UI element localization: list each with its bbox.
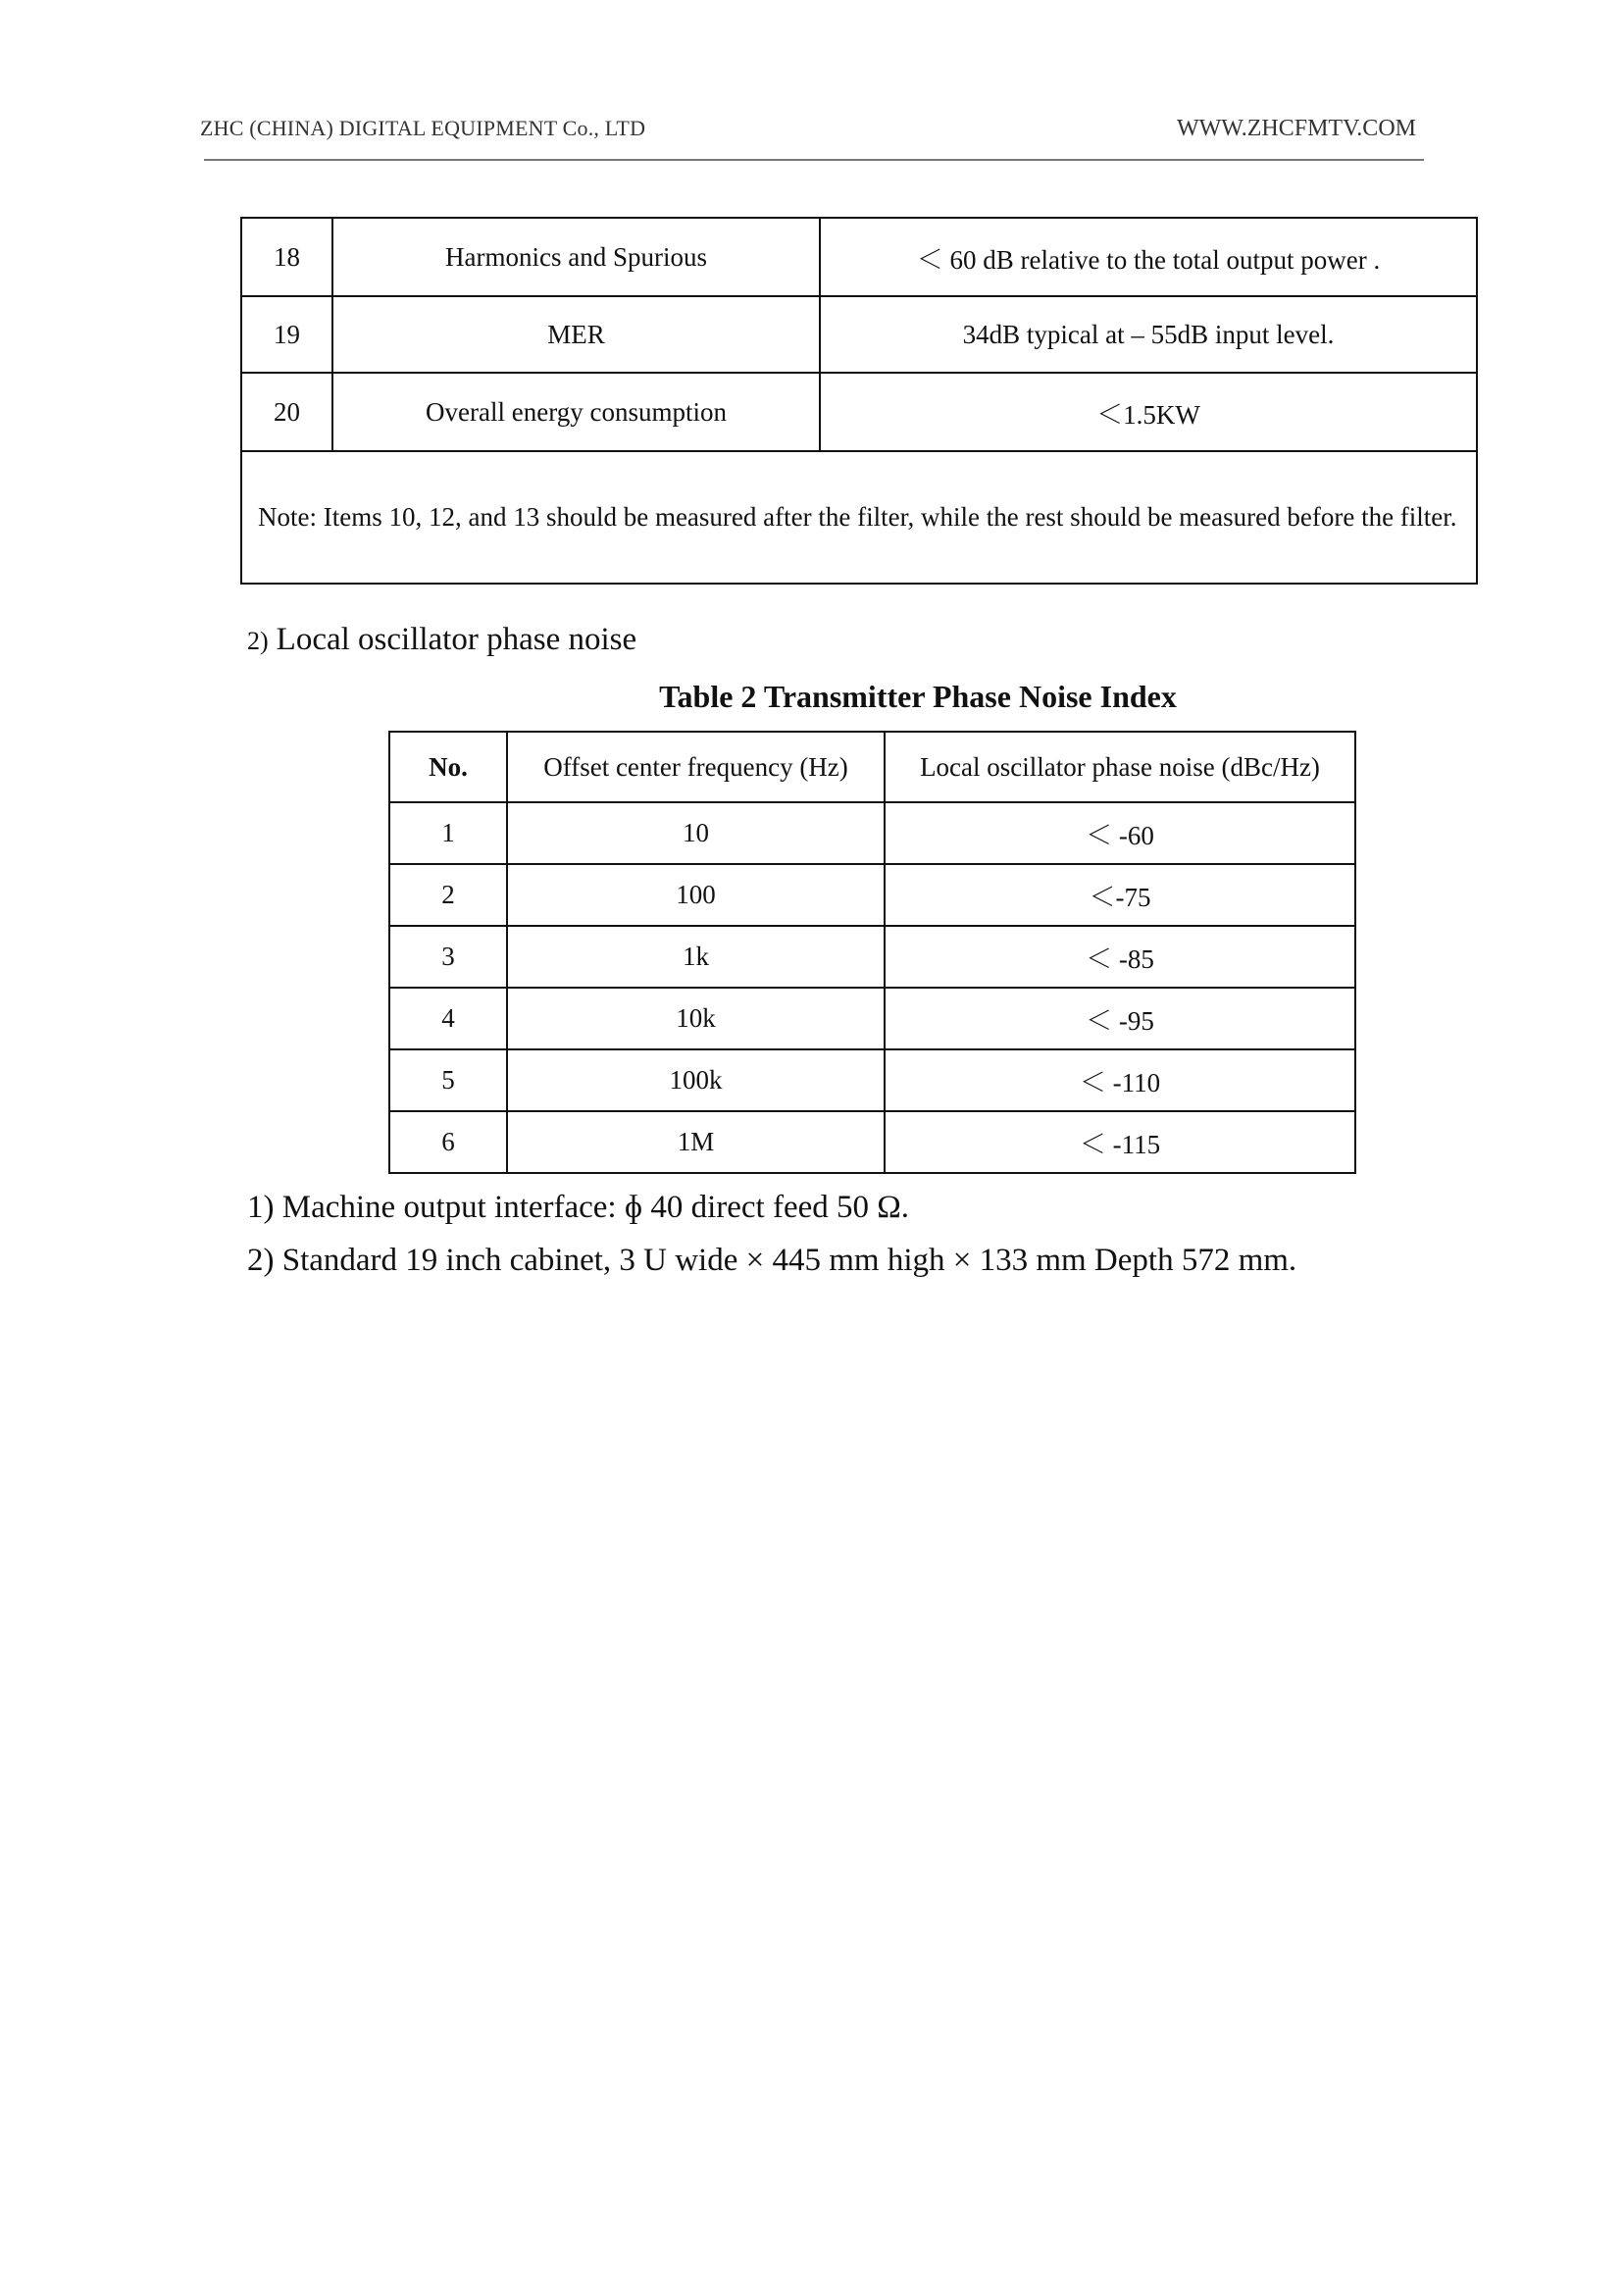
offset-frequency: 1k bbox=[507, 926, 885, 988]
spec-table bbox=[240, 217, 1478, 585]
table-row bbox=[389, 926, 1355, 988]
note-row bbox=[241, 451, 1477, 584]
phase-noise-value: ＜ -110 bbox=[885, 1049, 1355, 1111]
item-value: 34dB typical at – 55dB input level. bbox=[820, 296, 1477, 373]
section-heading bbox=[247, 622, 636, 658]
table-row bbox=[389, 1049, 1355, 1111]
row-number: 5 bbox=[389, 1049, 507, 1111]
offset-frequency: 100 bbox=[507, 864, 885, 926]
header-divider bbox=[204, 159, 1424, 161]
table-row bbox=[241, 218, 1477, 296]
section-number: 2) bbox=[247, 627, 269, 655]
table-note: Note: Items 10, 12, and 13 should be measured after the filter, while the rest should be measured before the filter. bbox=[241, 451, 1477, 584]
offset-frequency: 10 bbox=[507, 802, 885, 864]
table-header-row bbox=[389, 732, 1355, 802]
row-number: 2 bbox=[389, 864, 507, 926]
offset-frequency: 1M bbox=[507, 1111, 885, 1173]
table-row bbox=[389, 988, 1355, 1049]
offset-frequency: 100k bbox=[507, 1049, 885, 1111]
table-row bbox=[241, 373, 1477, 451]
phase-noise-table bbox=[388, 731, 1356, 1174]
company-name: ZHC (CHINA) DIGITAL EQUIPMENT Co., LTD bbox=[200, 116, 646, 140]
row-number: 1 bbox=[389, 802, 507, 864]
item-name: Overall energy consumption bbox=[332, 373, 820, 451]
column-header-phase-noise: Local oscillator phase noise (dBc/Hz) bbox=[885, 732, 1355, 802]
phase-noise-value: ＜ -85 bbox=[885, 926, 1355, 988]
table-row bbox=[241, 296, 1477, 373]
output-interface-line: 1) Machine output interface: ɸ 40 direct feed 50 Ω. bbox=[247, 1190, 910, 1225]
table-row bbox=[389, 1111, 1355, 1173]
row-number: 6 bbox=[389, 1111, 507, 1173]
item-value: ＜ 60 dB relative to the total output power . bbox=[820, 218, 1477, 296]
phase-noise-value: ＜ -115 bbox=[885, 1111, 1355, 1173]
column-header-frequency: Offset center frequency (Hz) bbox=[507, 732, 885, 802]
cabinet-dimensions-line: 2) Standard 19 inch cabinet, 3 U wide × 445 mm high × 133 mm Depth 572 mm. bbox=[247, 1243, 1297, 1278]
table-row bbox=[389, 802, 1355, 864]
phase-noise-value: ＜ -60 bbox=[885, 802, 1355, 864]
table-row bbox=[389, 864, 1355, 926]
table-caption: Table 2 Transmitter Phase Noise Index bbox=[659, 679, 1177, 714]
item-number: 20 bbox=[241, 373, 332, 451]
section-title: Local oscillator phase noise bbox=[276, 622, 637, 657]
page-header bbox=[200, 116, 1416, 145]
column-header-no: No. bbox=[389, 732, 507, 802]
row-number: 4 bbox=[389, 988, 507, 1049]
item-number: 18 bbox=[241, 218, 332, 296]
item-value: ＜1.5KW bbox=[820, 373, 1477, 451]
offset-frequency: 10k bbox=[507, 988, 885, 1049]
phase-noise-value: ＜-75 bbox=[885, 864, 1355, 926]
row-number: 3 bbox=[389, 926, 507, 988]
item-name: MER bbox=[332, 296, 820, 373]
website-url: WWW.ZHCFMTV.COM bbox=[1176, 116, 1416, 141]
item-name: Harmonics and Spurious bbox=[332, 218, 820, 296]
item-number: 19 bbox=[241, 296, 332, 373]
phase-noise-value: ＜ -95 bbox=[885, 988, 1355, 1049]
